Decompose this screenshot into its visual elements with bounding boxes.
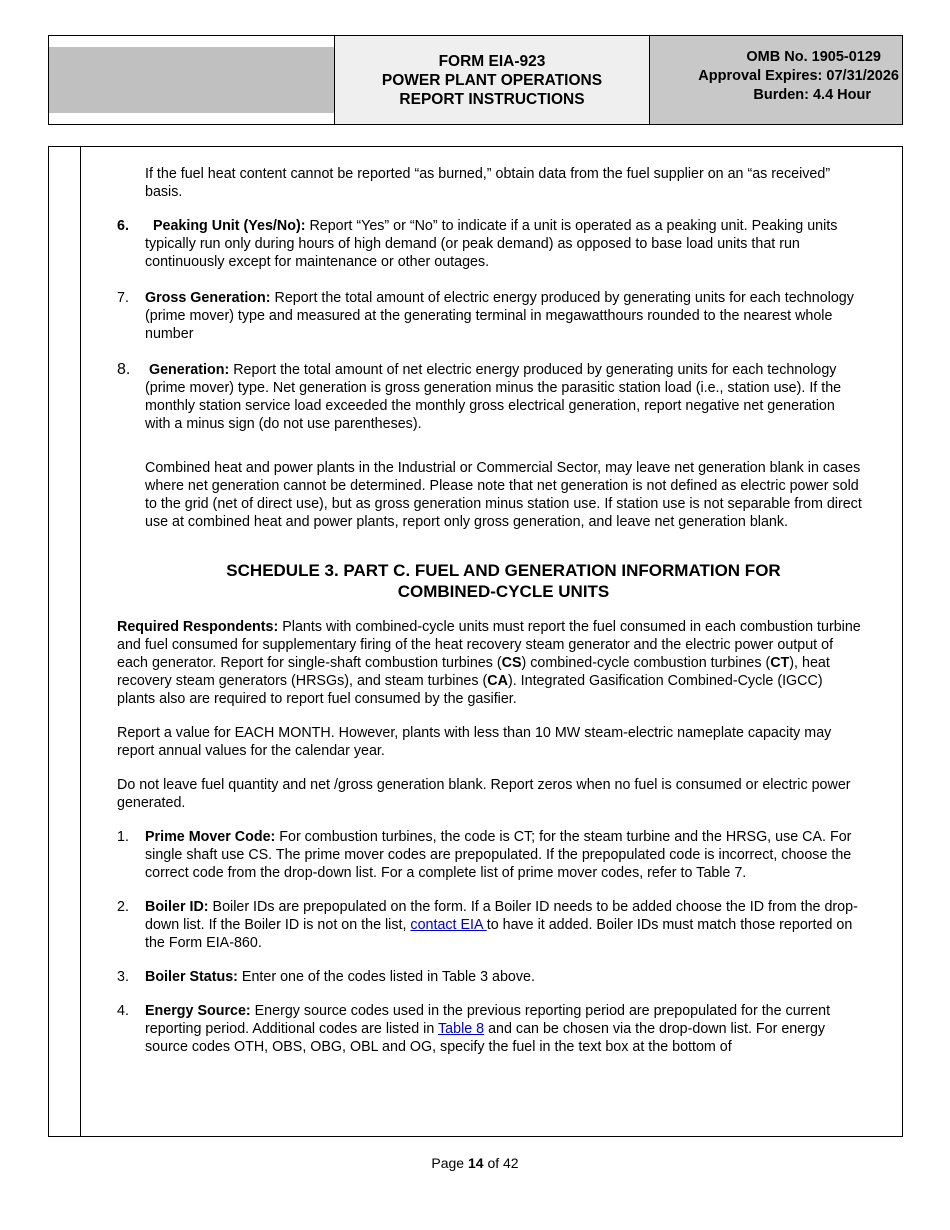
form-subtitle: POWER PLANT OPERATIONS [381,71,603,89]
required-respondents-label: Required Respondents: [117,619,279,635]
table-8-link[interactable]: Table 8 [438,1021,485,1037]
header-title-block [335,36,650,124]
approval-expires: Approval Expires: 07/31/2026 [698,68,899,84]
item-energy-source [117,1002,862,1056]
item-number: 6. [117,218,129,234]
item-label: Peaking Unit (Yes/No): [152,218,306,234]
item-label: Gross Generation: [145,290,271,306]
code-ca: CA [487,673,508,689]
req-text-2: ) combined-cycle combustion turbines ( [521,655,771,671]
item-boiler-id [117,898,862,952]
item-boiler-status [117,968,862,986]
header-logo-area [49,36,335,124]
item-text-2: and can be chosen via the drop-down list. For energy source codes OTH, OBS, OBG, OBL and OG, specify the fuel in the text box at the bottom of [145,1021,826,1055]
item-label: Prime Mover Code: [145,829,276,845]
item-label: Boiler Status: [145,969,238,985]
item-text: Report the total amount of net electric energy produced by generating units for each technology (prime mover) type. Net generation is gross generation minus the parasitic station load (i.e., station use). If the monthly station service load exceeded the monthly gross electrical generation, report negative net generation with a minus sign (do not use parentheses). [145,362,842,432]
item-net-generation [117,361,862,433]
schedule-heading [117,560,862,602]
code-cs: CS [501,655,522,671]
item-label: Generation: [148,362,230,378]
item-peaking-unit [117,217,862,271]
item-number: 8. [117,361,131,378]
heat-content-paragraph: If the fuel heat content cannot be reported “as burned,” obtain data from the fuel supplier on an “as received” basis. [145,166,831,200]
item-number: 7. [117,290,129,306]
item-number: 2. [117,899,129,915]
instructions-content [117,165,862,1056]
item-text: Energy source codes used in the previous reporting period are prepopulated for the current reporting period. Additional codes are listed in [145,1003,831,1037]
omb-number: OMB No. 1905-0129 [746,49,881,65]
item-text-2: to have it added. Boiler IDs must match those reported on the Form EIA-860. [145,917,853,951]
header-gray-band [49,47,334,113]
item-text: For combustion turbines, the code is CT; for the steam turbine and the HRSG, use CA. For single shaft use CS. The prime mover codes are prepopulated. If the prepopulated code is incorrect, choose the correct code from the drop-down list. For a complete list of prime mover codes, refer to Table 7. [145,829,852,881]
req-text-1: Plants with combined-cycle units must report the fuel consumed in each combustion turbine and fuel consumed for supplementary firing of the heat recovery steam generator and the electric power output of each generator. Report for single-shaft combustion turbines ( [117,619,861,671]
form-header [48,35,903,125]
chp-paragraph: Combined heat and power plants in the Industrial or Commercial Sector, may leave net generation blank in cases where net generation cannot be determined. Please note that net generation is not defined as electric power sold to the grid (net of direct use), but as gross generation minus station use. If station use is not separable from direct use at combined heat and power plants, report only gross generation, and leave net generation blank. [145,460,862,530]
form-title: FORM EIA-923 [438,52,546,70]
item-text: Enter one of the codes listed in Table 3 above. [237,969,535,985]
header-omb-block [650,36,902,124]
code-ct: CT [770,655,790,671]
item-label: Energy Source: [145,1003,251,1019]
required-respondents-paragraph [117,618,862,708]
each-month-paragraph: Report a value for EACH MONTH. However, plants with less than 10 MW steam-electric nameplate capacity may report annual values for the calendar year. [117,725,832,759]
item-text: Boiler IDs are prepopulated on the form. If a Boiler ID needs to be added choose the ID from the drop-down list. If the Boiler ID is not on the list, [145,899,858,933]
item-text: Report “Yes” or “No” to indicate if a unit is operated as a peaking unit. Peaking units typically run only during hours of high demand (or peak demand) as opposed to base load units that run continuously except for maintenance or other outages. [145,218,838,270]
contact-eia-link[interactable]: contact EIA [410,917,487,933]
item-text: Report the total amount of electric energy produced by generating units for each technology (prime mover) type and measured at the generating terminal in megawatthours rounded to the nearest whole number [145,290,854,342]
req-text-4: ). Integrated Gasification Combined-Cycle (IGCC) plants also are required to report fuel consumed by the gasifier. [117,673,823,707]
schedule-heading-line2: COMBINED-CYCLE UNITS [397,582,610,601]
schedule-heading-line1: SCHEDULE 3. PART C. FUEL AND GENERATION INFORMATION FOR [226,561,781,580]
form-doc-type: REPORT INSTRUCTIONS [399,90,585,108]
page-suffix: of 42 [483,1155,519,1171]
item-number: 1. [117,829,129,845]
frame-margin-line [80,147,81,1136]
page-footer [0,1155,950,1171]
item-number: 4. [117,1003,129,1019]
zeros-paragraph: Do not leave fuel quantity and net /gross generation blank. Report zeros when no fuel is consumed or electric power generated. [117,777,851,811]
page-number: 14 [467,1155,484,1171]
item-prime-mover-code [117,828,862,882]
item-label: Boiler ID: [145,899,209,915]
page-prefix: Page [431,1155,468,1171]
req-text-3: ), heat recovery steam generators (HRSGs), and steam turbines ( [117,655,830,689]
item-gross-generation [117,289,862,343]
burden: Burden: 4.4 Hour [753,87,871,103]
item-number: 3. [117,969,129,985]
